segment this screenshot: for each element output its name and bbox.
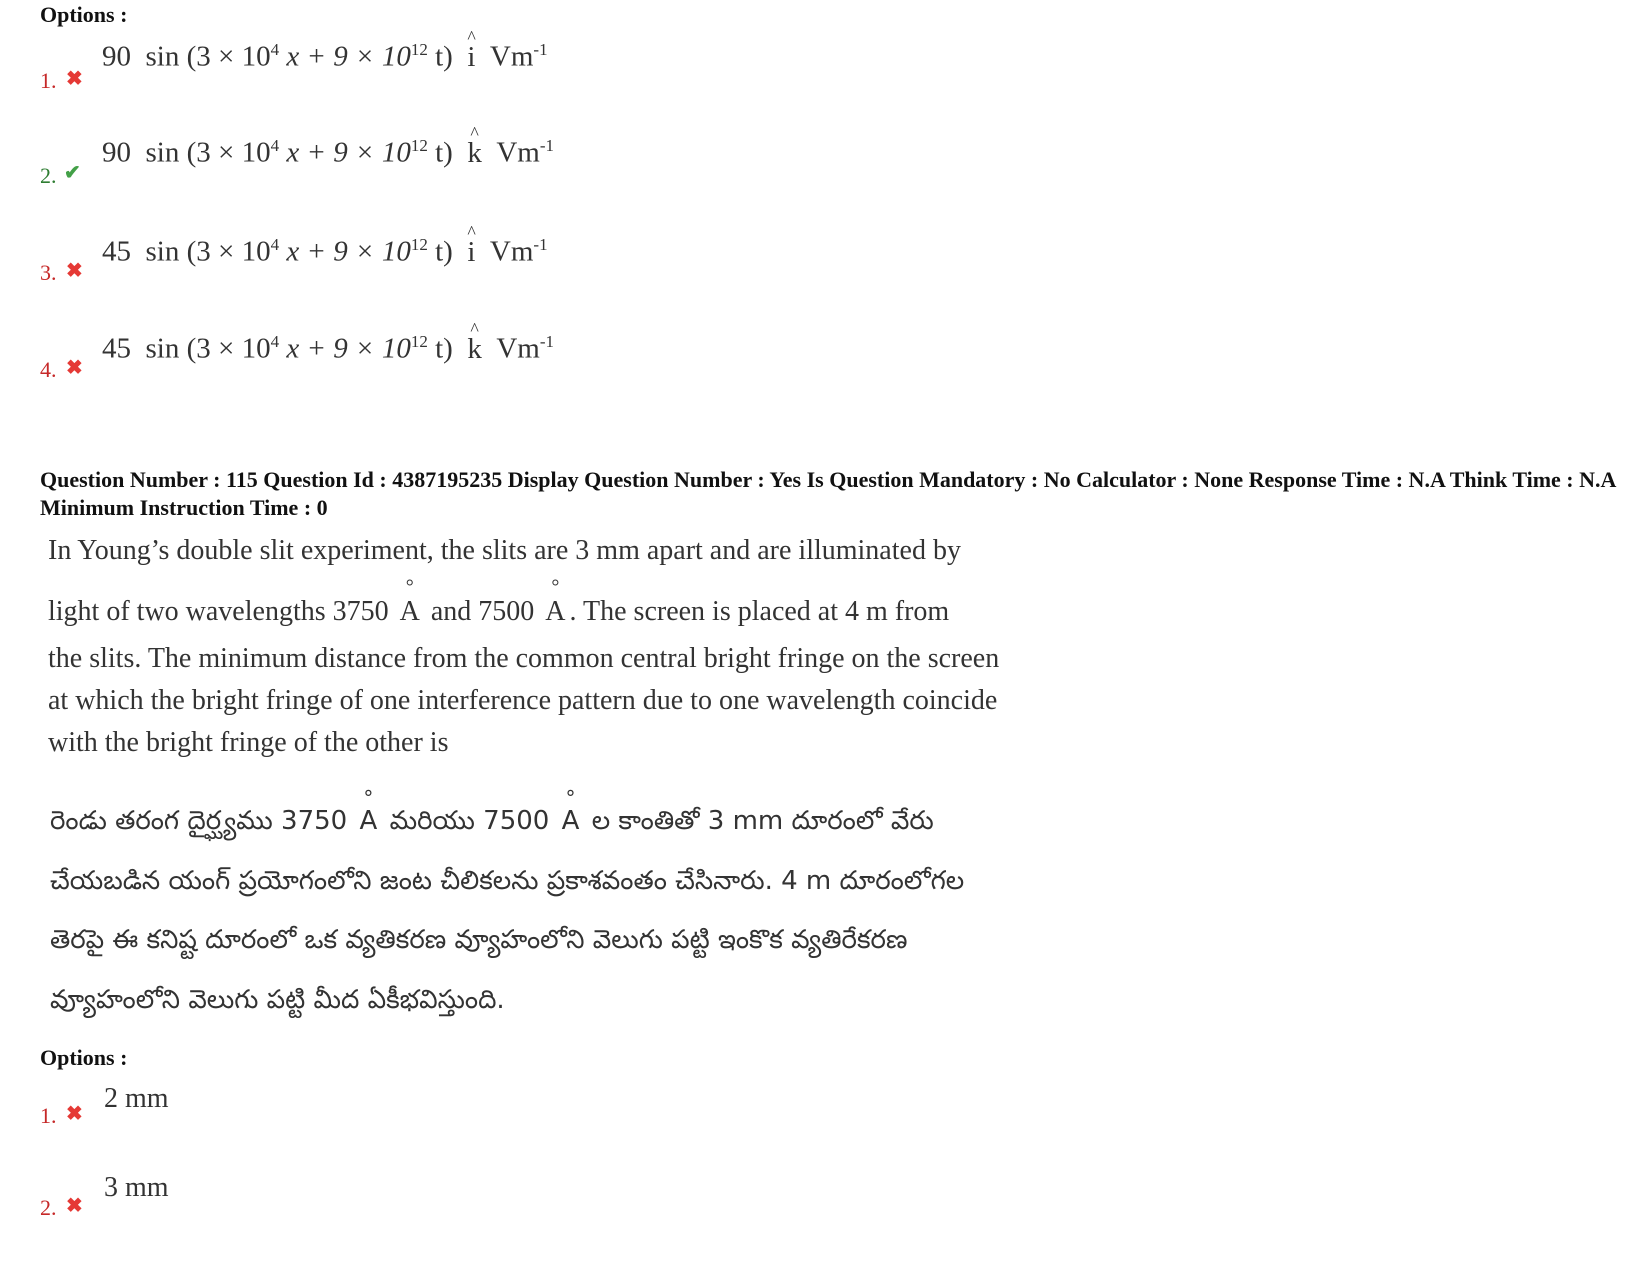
option-number: 3. xyxy=(40,260,57,285)
expr-part: x + 9 × 10 xyxy=(279,136,411,169)
expr-part: t) xyxy=(427,40,453,73)
angstrom-symbol: ° A xyxy=(360,806,378,836)
unit-vector: ^ k xyxy=(467,137,482,170)
expr-part: x + 9 × 10 xyxy=(279,40,411,73)
expr-part: x + 9 × 10 xyxy=(279,235,411,268)
question-text-telugu xyxy=(50,806,934,842)
cross-icon: ✖ xyxy=(66,260,83,282)
question-text-telugu: చేయబడిన యంగ్ ప్రయోగంలోని జంట చీలికలను ప్రకాశవంతం చేసినారు. 4 m దూరంలోగల xyxy=(50,866,965,896)
expr-part: sin (3 × 10 xyxy=(145,136,271,169)
expr-part: sin (3 × 10 xyxy=(145,332,271,365)
unit-exp: -1 xyxy=(539,136,555,155)
expr-exp: 4 xyxy=(270,136,280,155)
text-part: ల కాంతితో 3 mm దూరంలో వేరు xyxy=(591,806,934,836)
expr-part: t) xyxy=(427,136,453,169)
expr-exp: 12 xyxy=(410,40,428,59)
unit-exp: -1 xyxy=(533,40,548,59)
option-number: 2. xyxy=(40,1195,57,1220)
unit-vector: ^ k xyxy=(467,333,482,366)
text-part: రెండు తరంగ దైర్ఘ్యము 3750 xyxy=(50,806,348,836)
expr-exp: 4 xyxy=(270,235,280,254)
option-expression xyxy=(102,332,554,366)
angstrom-symbol: ° A xyxy=(545,596,565,628)
option-expression xyxy=(102,235,548,269)
unit: Vm xyxy=(496,136,540,169)
unit-exp: -1 xyxy=(533,235,548,254)
question-meta: Question Number : 115 Question Id : 4387195235 Display Question Number : Yes Is Question Mandatory : No Calculator : None Response Time : N.A Think Time : N.A Minimum Instruction Time : 0 xyxy=(40,467,1616,520)
angstrom-symbol: ° A xyxy=(400,596,420,628)
question-text-line: at which the bright fringe of one interference pattern due to one wavelength coincide xyxy=(48,685,998,716)
options-heading: Options : xyxy=(40,2,128,27)
option-answer: 3 mm xyxy=(104,1172,169,1203)
option-number: 1. xyxy=(40,1103,57,1128)
expr-exp: 4 xyxy=(270,332,280,351)
option-number: 2. xyxy=(40,163,57,188)
cross-icon: ✖ xyxy=(66,357,83,379)
question-text-telugu: వ్యూహంలోని వెలుగు పట్టి మీద ఏకీభవిస్తుంది. xyxy=(50,985,505,1015)
amplitude: 90 xyxy=(102,136,131,169)
option-expression xyxy=(102,136,554,170)
option-number: 1. xyxy=(40,68,57,93)
unit-vector: ^ i xyxy=(467,236,475,269)
question-text-line: with the bright fringe of the other is xyxy=(48,727,449,758)
amplitude: 45 xyxy=(102,235,131,268)
amplitude: 90 xyxy=(102,40,131,73)
option-expression xyxy=(102,40,548,74)
question-text-line: the slits. The minimum distance from the common central bright fringe on the screen xyxy=(48,643,1000,674)
amplitude: 45 xyxy=(102,332,131,365)
unit: Vm xyxy=(496,332,540,365)
question-text-telugu: తెరపై ఈ కనిష్ట దూరంలో ఒక వ్యతికరణ వ్యూహంలోని వెలుగు పట్టి ఇంకొక వ్యతిరేకరణ xyxy=(50,925,908,955)
expr-part: sin (3 × 10 xyxy=(145,235,271,268)
expr-part: x + 9 × 10 xyxy=(279,332,411,365)
cross-icon: ✖ xyxy=(66,68,83,90)
cross-icon: ✖ xyxy=(66,1103,83,1125)
option-number: 4. xyxy=(40,357,57,382)
text-part: light of two wavelengths 3750 xyxy=(48,596,389,627)
text-part: and 7500 xyxy=(430,596,535,627)
unit-exp: -1 xyxy=(539,332,555,351)
unit: Vm xyxy=(489,40,534,73)
text-part: . The screen is placed at 4 m from xyxy=(569,596,950,627)
expr-exp: 4 xyxy=(270,40,280,59)
text-part: మరియు 7500 xyxy=(389,806,550,836)
expr-exp: 12 xyxy=(410,332,428,351)
option-answer: 2 mm xyxy=(104,1083,169,1114)
question-text-line xyxy=(48,596,1128,628)
expr-exp: 12 xyxy=(410,235,428,254)
unit-vector: ^ i xyxy=(467,41,475,74)
expr-part: sin (3 × 10 xyxy=(145,40,271,73)
options-heading: Options : xyxy=(40,1045,128,1070)
question-text-line: In Young’s double slit experiment, the slits are 3 mm apart and are illuminated by xyxy=(48,535,961,566)
expr-exp: 12 xyxy=(410,136,428,155)
expr-part: t) xyxy=(427,332,453,365)
cross-icon: ✖ xyxy=(66,1195,83,1217)
angstrom-symbol: ° A xyxy=(562,806,580,836)
check-icon: ✔ xyxy=(64,162,81,184)
expr-part: t) xyxy=(427,235,453,268)
unit: Vm xyxy=(489,235,534,268)
